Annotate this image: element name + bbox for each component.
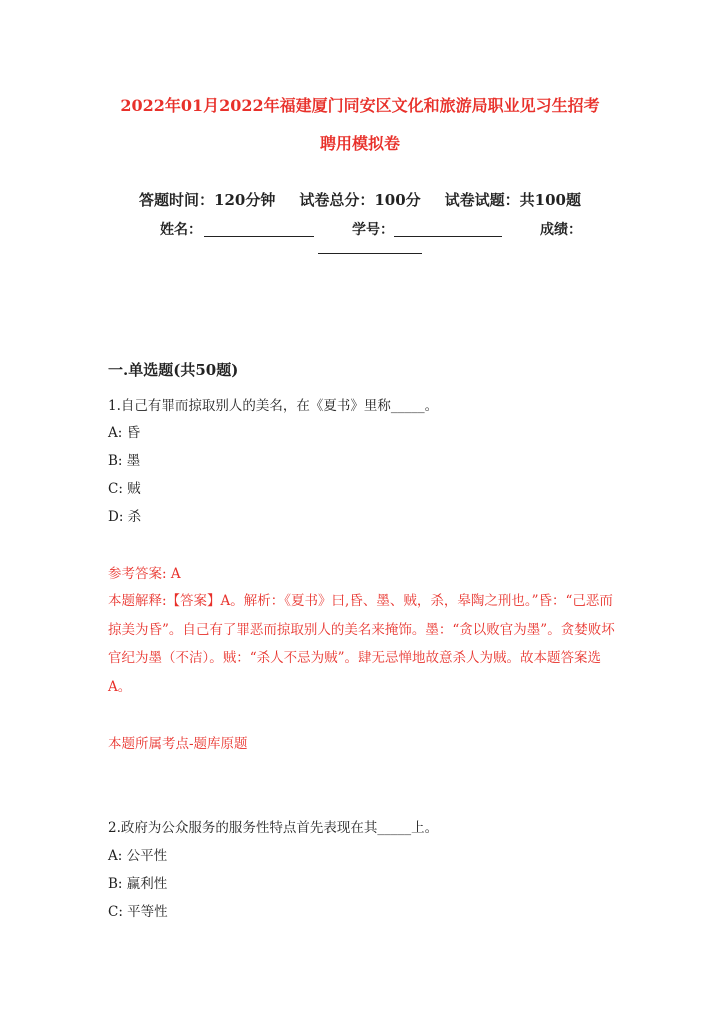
question-1-option-d: D: 杀 bbox=[108, 509, 142, 525]
id-label: 学号： bbox=[352, 222, 394, 238]
name-blank[interactable] bbox=[204, 236, 314, 237]
question-1-stem: 1.自己有罪而掠取别人的美名，在《夏书》里称_____。 bbox=[108, 398, 439, 414]
exam-title-line2: 聘用模拟卷 bbox=[319, 134, 400, 153]
question-1-answer: 参考答案: A bbox=[108, 566, 181, 582]
question-count: 试卷试题：共100题 bbox=[444, 191, 581, 209]
question-2-option-a: A: 公平性 bbox=[108, 848, 168, 864]
question-2-option-c: C: 平等性 bbox=[108, 904, 168, 920]
id-blank[interactable] bbox=[394, 236, 502, 237]
question-1-category: 本题所属考点-题库原题 bbox=[108, 736, 248, 752]
question-1-explanation: 本题解释:【答案】A。解析：《夏书》曰,昏、墨、贼，杀，皋陶之刑也。”昏：“己恶而掠美为昏”。自己有了罪恶而掠取别人的美名来掩饰。墨：“贪以败官为墨”。贪婪败坏官纪为墨（不洁）。贼：“杀人不忌为贼”。肆无忌惮地故意杀人为贼。故本题答案选A。 bbox=[108, 593, 615, 695]
question-2-option-b: B: 赢利性 bbox=[108, 876, 168, 892]
name-label: 姓名： bbox=[160, 222, 202, 238]
exam-meta bbox=[0, 190, 720, 210]
question-1-option-c: C: 贼 bbox=[108, 481, 141, 497]
question-2-stem: 2.政府为公众服务的服务性特点首先表现在其_____上。 bbox=[108, 820, 439, 836]
exam-time: 答题时间：120分钟 bbox=[139, 191, 276, 209]
total-score: 试卷总分：100分 bbox=[299, 191, 421, 209]
score-label: 成绩： bbox=[540, 222, 582, 238]
question-1-option-b: B: 墨 bbox=[108, 453, 141, 469]
score-blank[interactable] bbox=[318, 253, 422, 254]
exam-title-line1: 2022年01月2022年福建厦门同安区文化和旅游局职业见习生招考 bbox=[120, 96, 600, 115]
section-title: 一.单选题(共50题) bbox=[108, 361, 239, 379]
question-1-option-a: A: 昏 bbox=[108, 425, 141, 441]
